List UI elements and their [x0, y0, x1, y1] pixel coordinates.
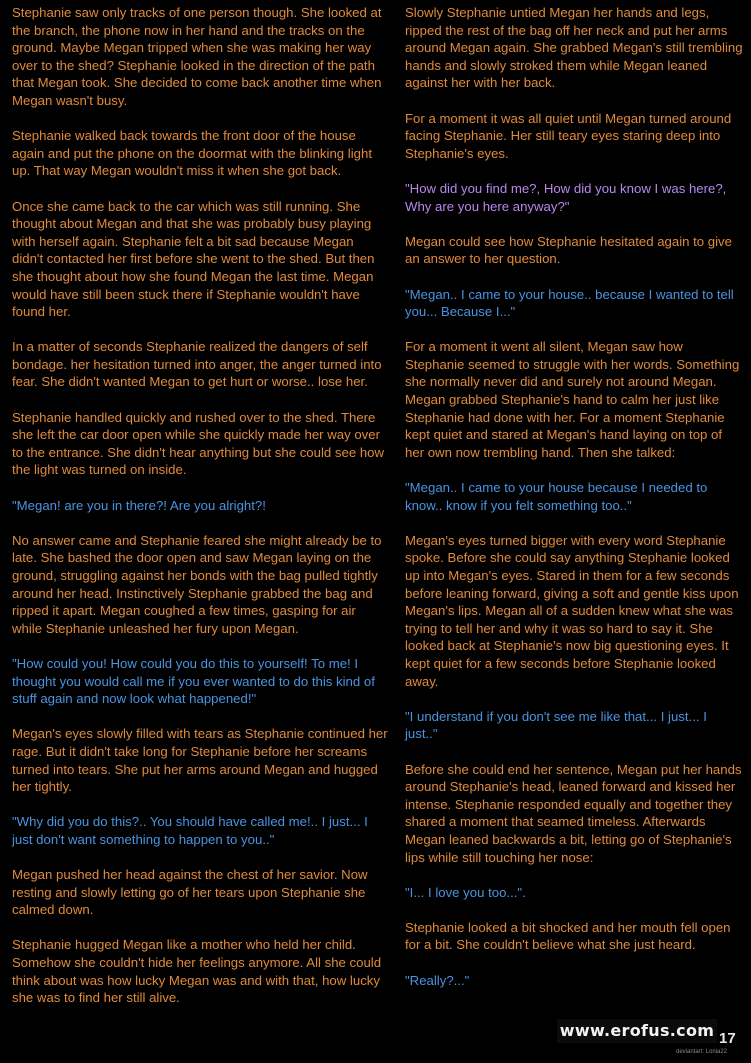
paragraph: Stephanie saw only tracks of one person though. She looked at the branch, the phone now in her hand and the tracks on the ground. Maybe Megan tripped when she was making her way over to the shed? Stephanie looked in the direction of the path that Megan took. She decided to come back another time when Megan wasn't busy.	[12, 5, 382, 108]
paragraph: Megan could see how Stephanie hesitated again to give an answer to her question.	[405, 233, 732, 267]
paragraph: Megan's eyes turned bigger with every word Stephanie spoke. Before she could say anything Stephanie looked up into Megan's eyes. Stared in them for a few seconds before leaning forward, giving a soft and gentle kiss upon Megan's lips. Megan all of a sudden knew what she was trying to tell her and why it was so hard to say it. She looked back at Stephanie's now big questioning eyes. It kept quiet for a few seconds before Stephanie looked away.	[405, 532, 739, 689]
paragraph: Megan pushed her head against the chest of her savior. Now resting and slowly letting go of her tears upon Stephanie she calmed down.	[12, 867, 368, 918]
paragraph: For a moment it went all silent, Megan saw how Stephanie seemed to struggle with her words. Something she normally never did and surely not around Megan. Megan grabbed Stephanie's hand to calm her just like Stephanie had done with her. For a moment Stephanie kept quiet and stared at Megan's hand laying on top of her own now trembling hand. Then she talked:	[405, 339, 740, 460]
paragraph: Stephanie looked a bit shocked and her mouth fell open for a bit. She couldn't believe what she just heard.	[405, 919, 731, 953]
dialogue-stephanie: "I understand if you don't see me like that... I just... I just.."	[405, 708, 707, 742]
dialogue-stephanie: "Megan.. I came to your house because I needed to know.. know if you felt something too.."	[405, 480, 708, 513]
paragraph: Stephanie walked back towards the front door of the house again and put the phone on the doormat with the blinking light up. That way Megan wouldn't miss it when she got back.	[12, 128, 372, 179]
dialogue-stephanie: "How could you! How could you do this to yourself! To me! I thought you would call me if you ever wanted to do this kind of stuff again and now look what happened!"	[12, 655, 375, 707]
paragraph: Before she could end her sentence, Megan put her hands around Stephanie's head, leaned forward and kissed her intense. Stephanie responded equally and together they shared a moment that seamed timeless. Afterwards Megan leaned backwards a bit, letting go of Stephanie's lips while still touching her nose:	[405, 761, 742, 865]
dialogue-stephanie: "Really?..."	[405, 972, 470, 988]
paragraph: Stephanie handled quickly and rushed over to the shed. There she left the car door open while she quickly made her way over to the entrance. She didn't hear anything but she could see how the light was turned on inside.	[12, 409, 385, 478]
paragraph: Megan's eyes slowly filled with tears as Stephanie continued her rage. But it didn't take long for Stephanie before her screams turned into tears. She put her arms around Megan and hugged her tightly.	[12, 726, 388, 795]
page-number: 17	[719, 1030, 736, 1047]
dialogue-stephanie: "Megan.. I came to your house.. because I wanted to tell you... Because I..."	[405, 286, 734, 320]
paragraph: Slowly Stephanie untied Megan her hands and legs, ripped the rest of the bag off her neck and put her arms around Megan again. She grabbed Megan's still trembling hands and slowly stroked them while Megan leaned against her with her back.	[405, 5, 743, 91]
paragraph: For a moment it was all quiet until Megan turned around facing Stephanie. Her still teary eyes staring deep into Stephanie's eyes.	[405, 110, 732, 161]
dialogue-stephanie: "Why did you do this?.. You should have called me!.. I just... I just don't want something to happen to you.."	[12, 814, 368, 847]
artist-credit: deviantart: Lonia22	[676, 1049, 728, 1055]
dialogue-stephanie: "I... I love you too...".	[405, 884, 526, 900]
dialogue-stephanie: "Megan! are you in there?! Are you alright?!	[12, 497, 266, 513]
site-watermark: www.erofus.com	[557, 1019, 717, 1043]
paragraph: Stephanie hugged Megan like a mother who held her child. Somehow she couldn't hide her feelings anymore. All she could think about was how lucky Megan was and with that, how lucky she was to find her still alive.	[12, 937, 382, 1006]
left-text-column	[12, 4, 388, 1024]
paragraph: In a matter of seconds Stephanie realized the dangers of self bondage. her hesitation turned into anger, the anger turned into fear. She didn't wanted Megan to get hurt or worse.. lose her.	[12, 339, 382, 390]
paragraph: Once she came back to the car which was still running. She thought about Megan and that she was probably busy playing with herself again. Stephanie felt a bit sad because Megan didn't contacted her first before she went to the shed. But then she thought about how she found Megan the last time. Megan would have still been stuck there if Stephanie wouldn't have found her.	[12, 198, 375, 320]
dialogue-megan: "How did you find me?, How did you know I was here?, Why are you here anyway?"	[405, 180, 727, 214]
right-text-column	[405, 4, 743, 1007]
paragraph: No answer came and Stephanie feared she might already be to late. She bashed the door open and saw Megan laying on the ground, struggling against her bonds with the bag pulled tightly around her head. Instinctively Stephanie grabbed the bag and ripped it apart. Megan coughed a few times, gasping for air while Stephanie unleashed her fury upon Megan.	[12, 532, 382, 636]
